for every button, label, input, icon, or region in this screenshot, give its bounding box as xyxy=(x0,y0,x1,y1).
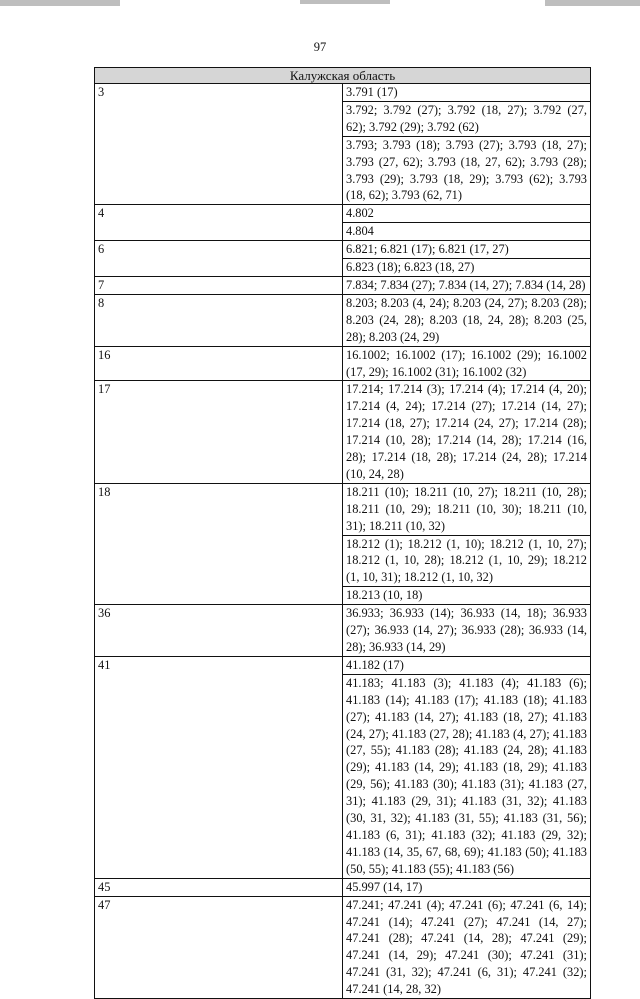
table-row xyxy=(95,276,591,294)
table-row xyxy=(95,241,591,259)
group-code: 8 xyxy=(95,294,343,346)
scan-artifact xyxy=(300,0,390,4)
group-code: 7 xyxy=(95,276,343,294)
scan-artifact xyxy=(545,0,640,6)
group-code: 36 xyxy=(95,605,343,657)
table-row xyxy=(95,605,591,657)
page-number: 97 xyxy=(313,40,327,54)
entry-text: 18.212 (1); 18.212 (1, 10); 18.212 (1, 10, 27); 18.212 (1, 10, 28); 18.212 (1, 10, 29); 18.212 (1, 10, 31); 18.212 (1, 10, 32) xyxy=(343,535,591,587)
group-code: 17 xyxy=(95,381,343,483)
group-code: 4 xyxy=(95,205,343,241)
table-row xyxy=(95,483,591,535)
entry-text: 3.792; 3.792 (27); 3.792 (18, 27); 3.792 (27, 62); 3.792 (29); 3.792 (62) xyxy=(343,101,591,136)
entry-text: 17.214; 17.214 (3); 17.214 (4); 17.214 (4, 20); 17.214 (4, 24); 17.214 (27); 17.214 (14, 27); 17.214 (18, 27); 17.214 (24, 27); 17.214 (28); 17.214 (10, 28); 17.214 (14, 28); 17.214 (16, 28); 17.214 (18, 28); 17.214 (24, 28); 17.214 (10, 24, 28) xyxy=(343,381,591,483)
table-row xyxy=(95,205,591,223)
entry-text: 36.933; 36.933 (14); 36.933 (14, 18); 36.933 (27); 36.933 (14, 27); 36.933 (28); 36.933 (14, 28); 36.933 (14, 29) xyxy=(343,605,591,657)
entry-text: 6.823 (18); 6.823 (18, 27) xyxy=(343,259,591,277)
entry-text: 4.802 xyxy=(343,205,591,223)
table-row xyxy=(95,294,591,346)
region-title: Калужская область xyxy=(95,68,591,84)
group-code: 18 xyxy=(95,483,343,604)
scan-artifact xyxy=(0,0,120,6)
entry-text: 41.183; 41.183 (3); 41.183 (4); 41.183 (6); 41.183 (14); 41.183 (17); 41.183 (18); 41.183 (27); 41.183 (14, 27); 41.183 (18, 27); 41.183 (24, 27); 41.183 (27, 28); 41.183 (4, 27); 41.183 (27, 55); 41.183 (28); 41.183 (24, 28); 41.183 (29); 41.183 (14, 29); 41.183 (18, 29); 41.183 (29, 56); 41.183 (30); 41.183 (31); 41.183 (27, 31); 41.183 (29, 31); 41.183 (31, 32); 41.183 (30, 31, 32); 41.183 (31, 55); 41.183 (31, 56); 41.183 (6, 31); 41.183 (32); 41.183 (29, 32); 41.183 (14, 35, 67, 68, 69); 41.183 (50); 41.183 (50, 55); 41.183 (55); 41.183 (56) xyxy=(343,674,591,878)
table-row xyxy=(95,381,591,483)
table-row xyxy=(95,656,591,674)
entry-text: 7.834; 7.834 (27); 7.834 (14, 27); 7.834 (14, 28) xyxy=(343,276,591,294)
region-header-row xyxy=(95,68,591,84)
entry-text: 4.804 xyxy=(343,223,591,241)
table-row xyxy=(95,878,591,896)
entry-text: 16.1002; 16.1002 (17); 16.1002 (29); 16.1002 (17, 29); 16.1002 (31); 16.1002 (32) xyxy=(343,346,591,381)
entry-text: 3.791 (17) xyxy=(343,84,591,102)
group-code: 45 xyxy=(95,878,343,896)
table-row xyxy=(95,346,591,381)
entry-text: 8.203; 8.203 (4, 24); 8.203 (24, 27); 8.203 (28); 8.203 (24, 28); 8.203 (18, 24, 28); 8.203 (25, 28); 8.203 (24, 29) xyxy=(343,294,591,346)
group-code: 6 xyxy=(95,241,343,277)
entry-text: 47.241; 47.241 (4); 47.241 (6); 47.241 (6, 14); 47.241 (14); 47.241 (27); 47.241 (14, 27); 47.241 (28); 47.241 (14, 28); 47.241 (29); 47.241 (14, 29); 47.241 (30); 47.241 (31); 47.241 (31, 32); 47.241 (6, 31); 47.241 (32); 47.241 (14, 28, 32) xyxy=(343,896,591,998)
document-table xyxy=(94,67,591,999)
entry-text: 18.213 (10, 18) xyxy=(343,587,591,605)
table-row xyxy=(95,896,591,998)
entry-text: 6.821; 6.821 (17); 6.821 (17, 27) xyxy=(343,241,591,259)
document-table-body xyxy=(95,68,591,999)
entry-text: 18.211 (10); 18.211 (10, 27); 18.211 (10, 28); 18.211 (10, 29); 18.211 (10, 30); 18.211 (10, 31); 18.211 (10, 32) xyxy=(343,483,591,535)
entry-text: 41.182 (17) xyxy=(343,656,591,674)
group-code: 3 xyxy=(95,84,343,205)
group-code: 41 xyxy=(95,656,343,878)
group-code: 16 xyxy=(95,346,343,381)
table-row xyxy=(95,84,591,102)
group-code: 47 xyxy=(95,896,343,998)
entry-text: 3.793; 3.793 (18); 3.793 (27); 3.793 (18, 27); 3.793 (27, 62); 3.793 (18, 27, 62); 3.793 (28); 3.793 (29); 3.793 (18, 29); 3.793 (62); 3.793 (18, 62); 3.793 (62, 71) xyxy=(343,136,591,205)
entry-text: 45.997 (14, 17) xyxy=(343,878,591,896)
